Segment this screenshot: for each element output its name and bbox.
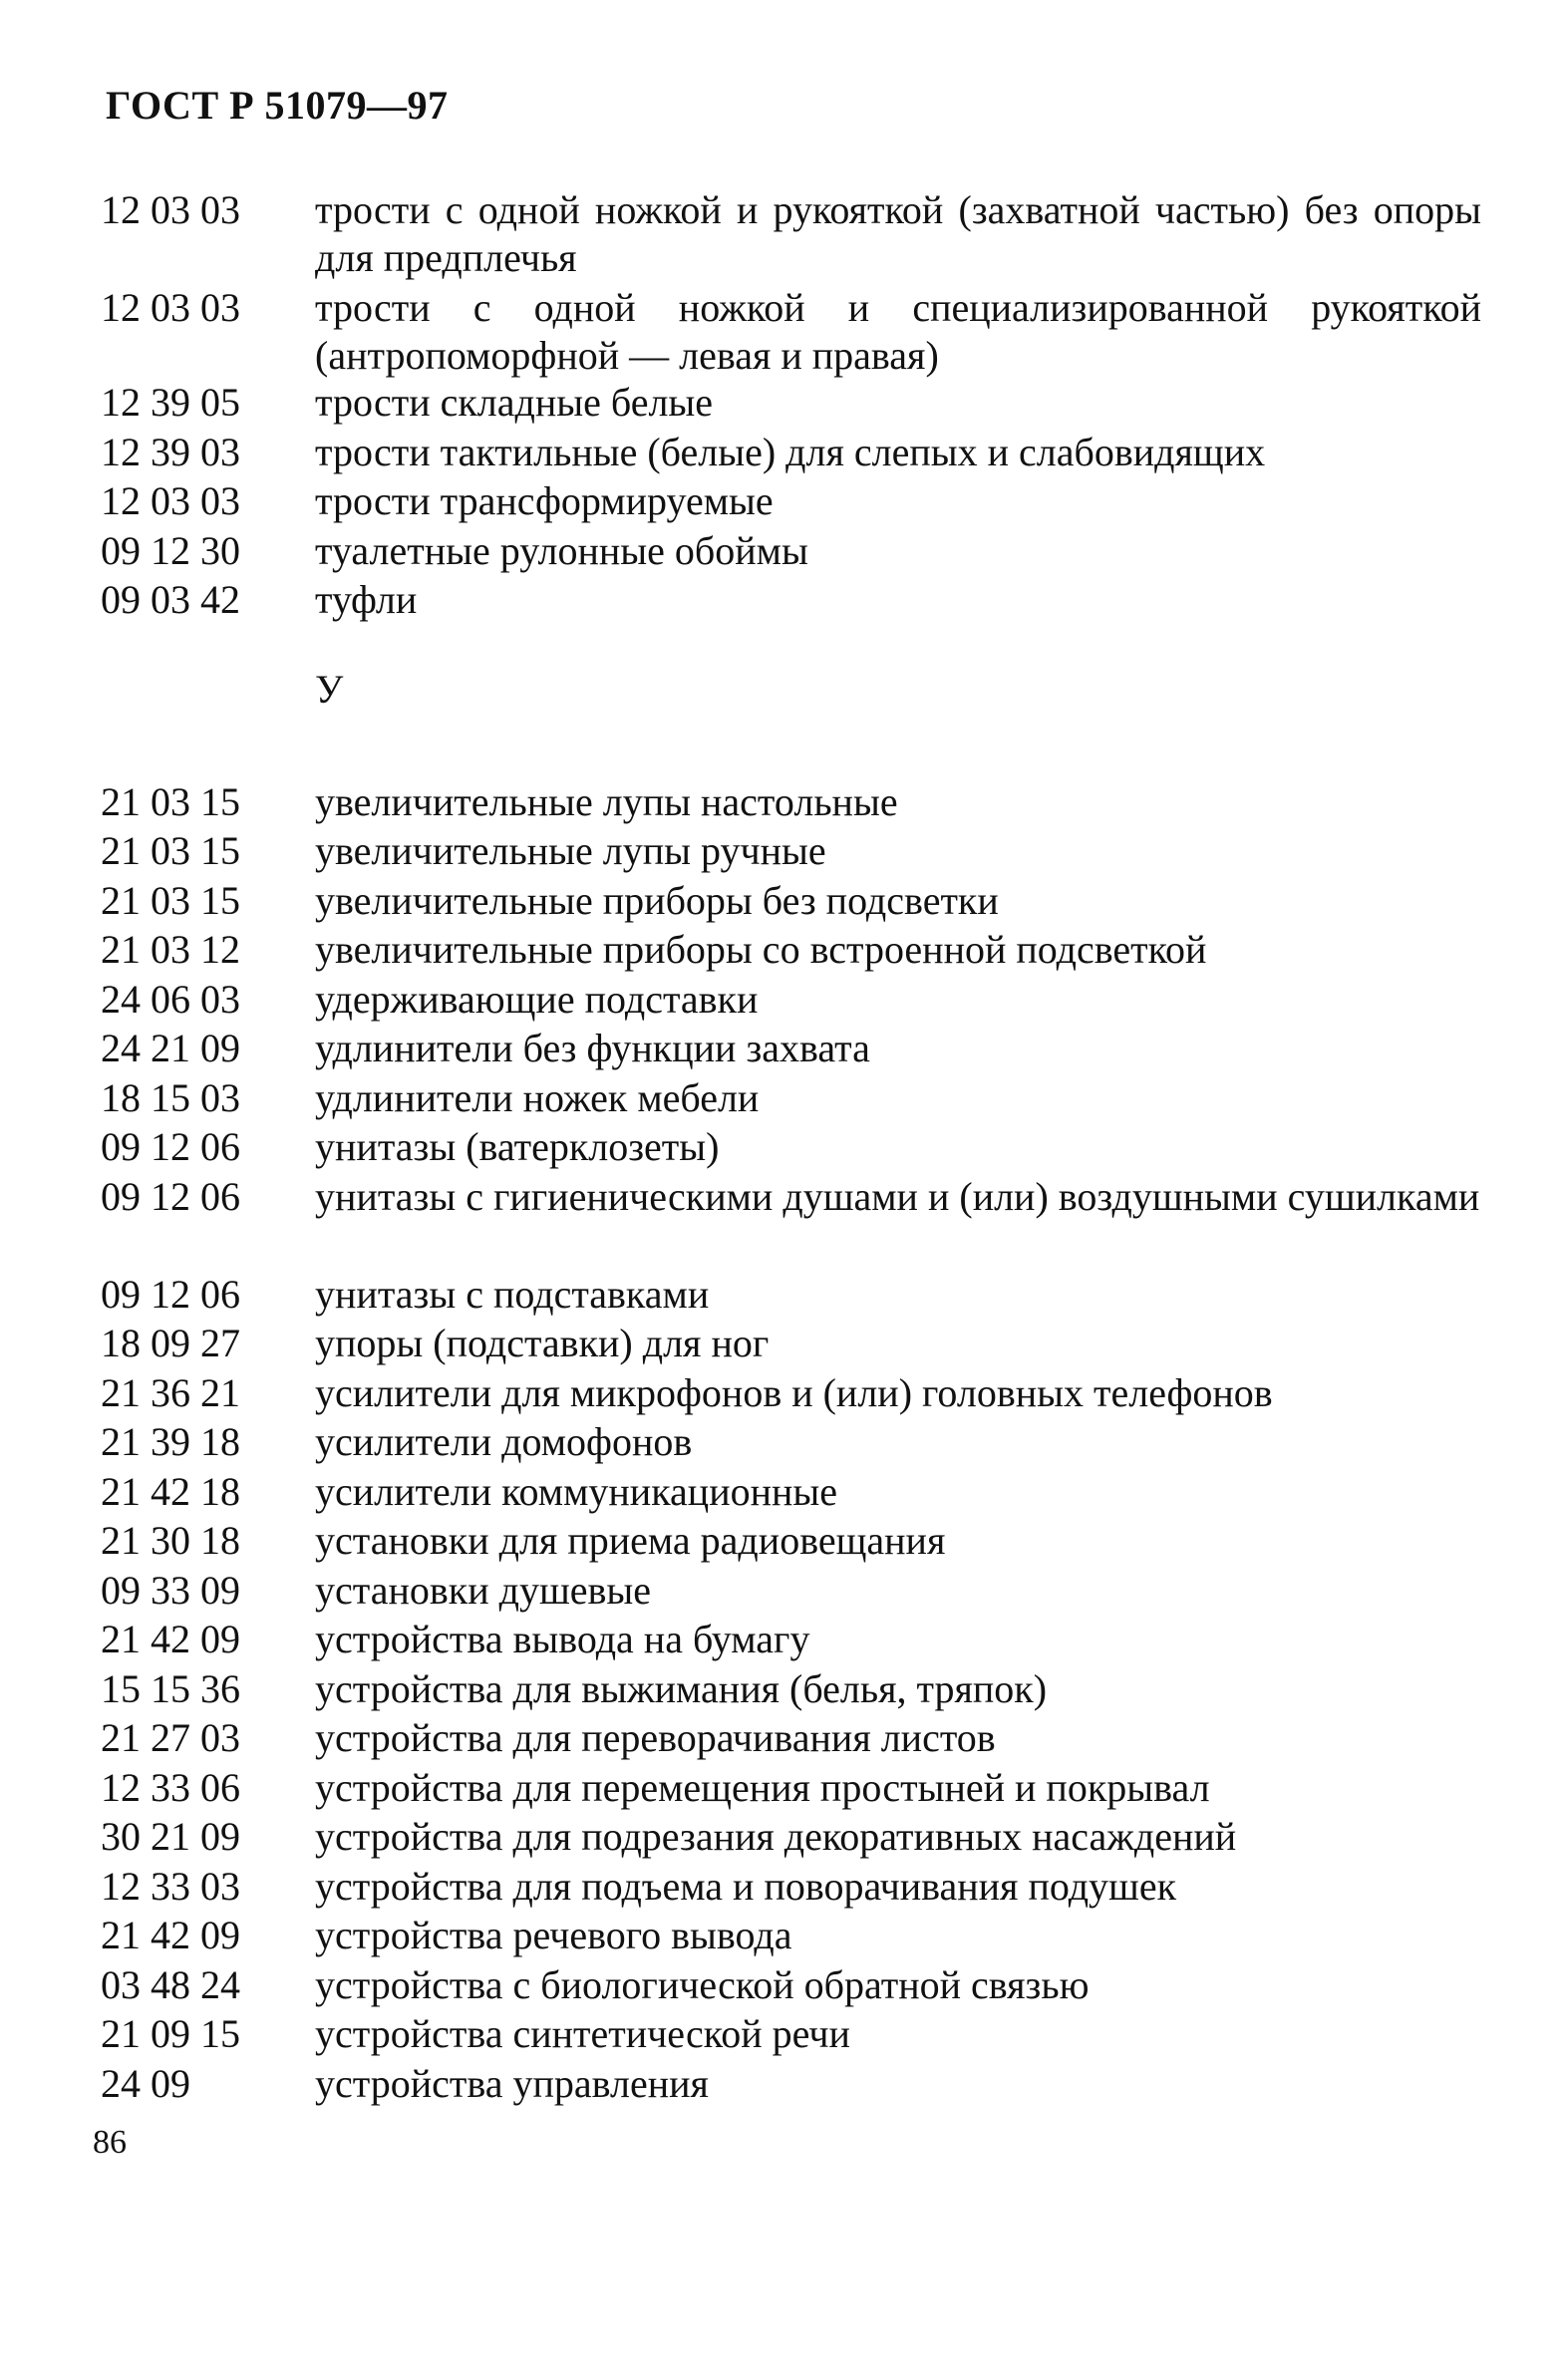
entry-term: устройства вывода на бумагу	[315, 1617, 810, 1661]
entry-code: 12 03 03	[101, 478, 240, 523]
entry-term: туалетные рулонные обоймы	[315, 528, 808, 573]
entry-term: установки душевые	[315, 1568, 652, 1613]
entry-term: усилители коммуникационные	[315, 1469, 838, 1514]
entry-code: 09 12 06	[101, 1272, 240, 1317]
entry-code: 09 33 09	[101, 1568, 240, 1613]
entry-term: унитазы с подставками	[315, 1272, 710, 1317]
entry-code: 21 27 03	[101, 1715, 240, 1760]
entry-code: 09 12 06	[101, 1124, 240, 1169]
entry-code: 21 42 09	[101, 1913, 240, 1957]
entry-term: трости с одной ножкой и специализированной рукояткой (антропоморфной — левая и правая)	[315, 285, 1481, 378]
entry-code: 21 03 15	[101, 878, 240, 923]
document-header: ГОСТ Р 51079—97	[106, 83, 449, 128]
entry-term: увеличительные приборы без подсветки	[315, 878, 999, 923]
section-letter-heading: У	[315, 667, 344, 712]
entry-term: устройства управления	[315, 2061, 709, 2106]
entry-term: трости складные белые	[315, 380, 714, 425]
entry-code: 21 03 15	[101, 779, 240, 824]
entry-code: 21 09 15	[101, 2011, 240, 2056]
entry-code: 21 36 21	[101, 1370, 240, 1415]
entry-term: трости тактильные (белые) для слепых и слабовидящих	[315, 430, 1266, 474]
entry-code: 12 03 03	[101, 285, 240, 330]
entry-term: удлинители без функции захвата	[315, 1026, 870, 1070]
entry-code: 18 09 27	[101, 1321, 240, 1365]
entry-code: 21 03 15	[101, 828, 240, 873]
entry-term: устройства для подъема и поворачивания подушек	[315, 1864, 1177, 1909]
entry-term: увеличительные приборы со встроенной подсветкой	[315, 927, 1207, 972]
entry-code: 09 12 30	[101, 528, 240, 573]
entry-code: 09 12 06	[101, 1174, 240, 1219]
entry-term: устройства для переворачивания листов	[315, 1715, 996, 1760]
entry-code: 12 39 03	[101, 430, 240, 474]
entry-term: удерживающие подставки	[315, 977, 759, 1022]
entry-code: 12 03 03	[101, 187, 240, 232]
entry-term: упоры (подставки) для ног	[315, 1321, 770, 1365]
entry-term: увеличительные лупы настольные	[315, 779, 898, 824]
entry-code: 24 21 09	[101, 1026, 240, 1070]
entry-code: 12 39 05	[101, 380, 240, 425]
page-number: 86	[93, 2124, 127, 2161]
entry-term: усилители для микрофонов и (или) головных телефонов	[315, 1370, 1273, 1415]
entry-term: трости трансформируемые	[315, 478, 774, 523]
entry-term: устройства для выжимания (белья, тряпок)	[315, 1666, 1048, 1711]
entry-code: 12 33 06	[101, 1765, 240, 1810]
entry-term: трости с одной ножкой и рукояткой (захватной частью) без опоры для предплечья	[315, 187, 1481, 280]
entry-code: 18 15 03	[101, 1075, 240, 1120]
entry-code: 09 03 42	[101, 577, 240, 622]
entry-term: унитазы с гигиеническими душами и (или) воздушными сушилками	[315, 1174, 1480, 1219]
entry-code: 21 03 12	[101, 927, 240, 972]
entry-term: устройства для перемещения простыней и покрывал	[315, 1765, 1210, 1810]
entry-term: устройства для подрезания декоративных насаждений	[315, 1814, 1237, 1859]
entry-term: усилители домофонов	[315, 1419, 693, 1464]
entry-code: 21 42 09	[101, 1617, 240, 1661]
entry-code: 21 39 18	[101, 1419, 240, 1464]
entry-term: увеличительные лупы ручные	[315, 828, 826, 873]
entry-code: 21 42 18	[101, 1469, 240, 1514]
entry-term: устройства речевого вывода	[315, 1913, 792, 1957]
entry-code: 15 15 36	[101, 1666, 240, 1711]
entry-term: устройства с биологической обратной связью	[315, 1962, 1090, 2007]
entry-code: 24 09	[101, 2061, 190, 2106]
entry-code: 30 21 09	[101, 1814, 240, 1859]
entry-code: 24 06 03	[101, 977, 240, 1022]
entry-code: 03 48 24	[101, 1962, 240, 2007]
entry-code: 12 33 03	[101, 1864, 240, 1909]
entry-term: унитазы (ватерклозеты)	[315, 1124, 720, 1169]
entry-term: установки для приема радиовещания	[315, 1518, 946, 1563]
entry-code: 21 30 18	[101, 1518, 240, 1563]
entry-term: удлинители ножек мебели	[315, 1075, 760, 1120]
entry-term: туфли	[315, 577, 418, 622]
entry-term: устройства синтетической речи	[315, 2011, 850, 2056]
